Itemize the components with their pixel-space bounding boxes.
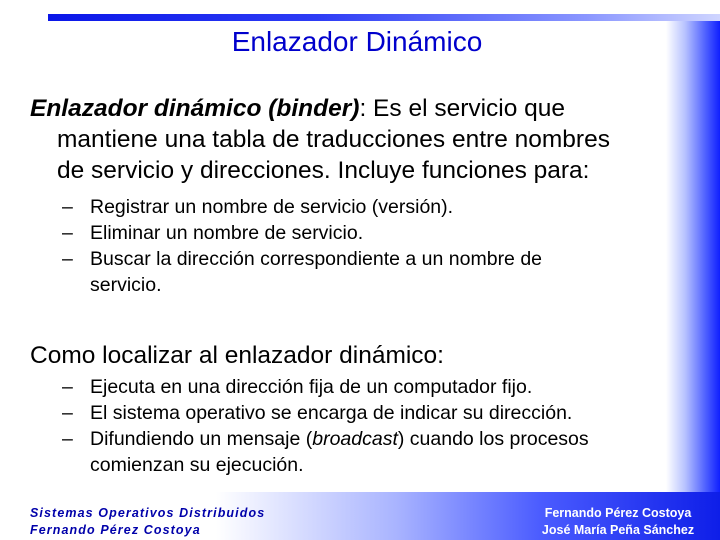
binder-term: Enlazador dinámico (binder) [30,95,360,122]
top-gradient-bar [48,14,720,21]
binder-line2: mantiene una tabla de traducciones entre nombres [57,126,610,153]
list-item-continuation: comienzan su ejecución. [90,454,304,476]
binder-line3: de servicio y direcciones. Incluye funciones para: [57,157,590,184]
broadcast-term: broadcast [312,428,398,450]
slide-title: Enlazador Dinámico [231,26,483,57]
paragraph-binder [30,93,670,186]
footer-course [30,505,265,539]
binder-functions-list [62,194,710,298]
list-item: – Eliminar un nombre de servicio. [62,222,364,244]
localize-list [62,374,710,478]
footer-author-1: Fernando Pérez Costoya [544,506,692,520]
list-item: – El sistema operativo se encarga de indicar su dirección. [62,402,573,424]
footer-author: Fernando Pérez Costoya [30,523,201,537]
list-item: – Difundiendo un mensaje (broadcast) cuando los procesos [62,428,589,450]
list-item: – Registrar un nombre de servicio (versión). [62,196,454,218]
list-item-continuation: servicio. [90,274,162,296]
list-item: – Ejecuta en una dirección fija de un computador fijo. [62,376,533,398]
list-item: – Buscar la dirección correspondiente a un nombre de [62,248,543,270]
footer-authors [520,505,716,539]
paragraph-localize: Como localizar al enlazador dinámico: [30,342,444,369]
footer-course-name: Sistemas Operativos Distribuidos [30,506,266,520]
footer-author-2: José María Peña Sánchez [541,523,695,537]
binder-line1-rest: : Es el servicio que [359,95,566,122]
